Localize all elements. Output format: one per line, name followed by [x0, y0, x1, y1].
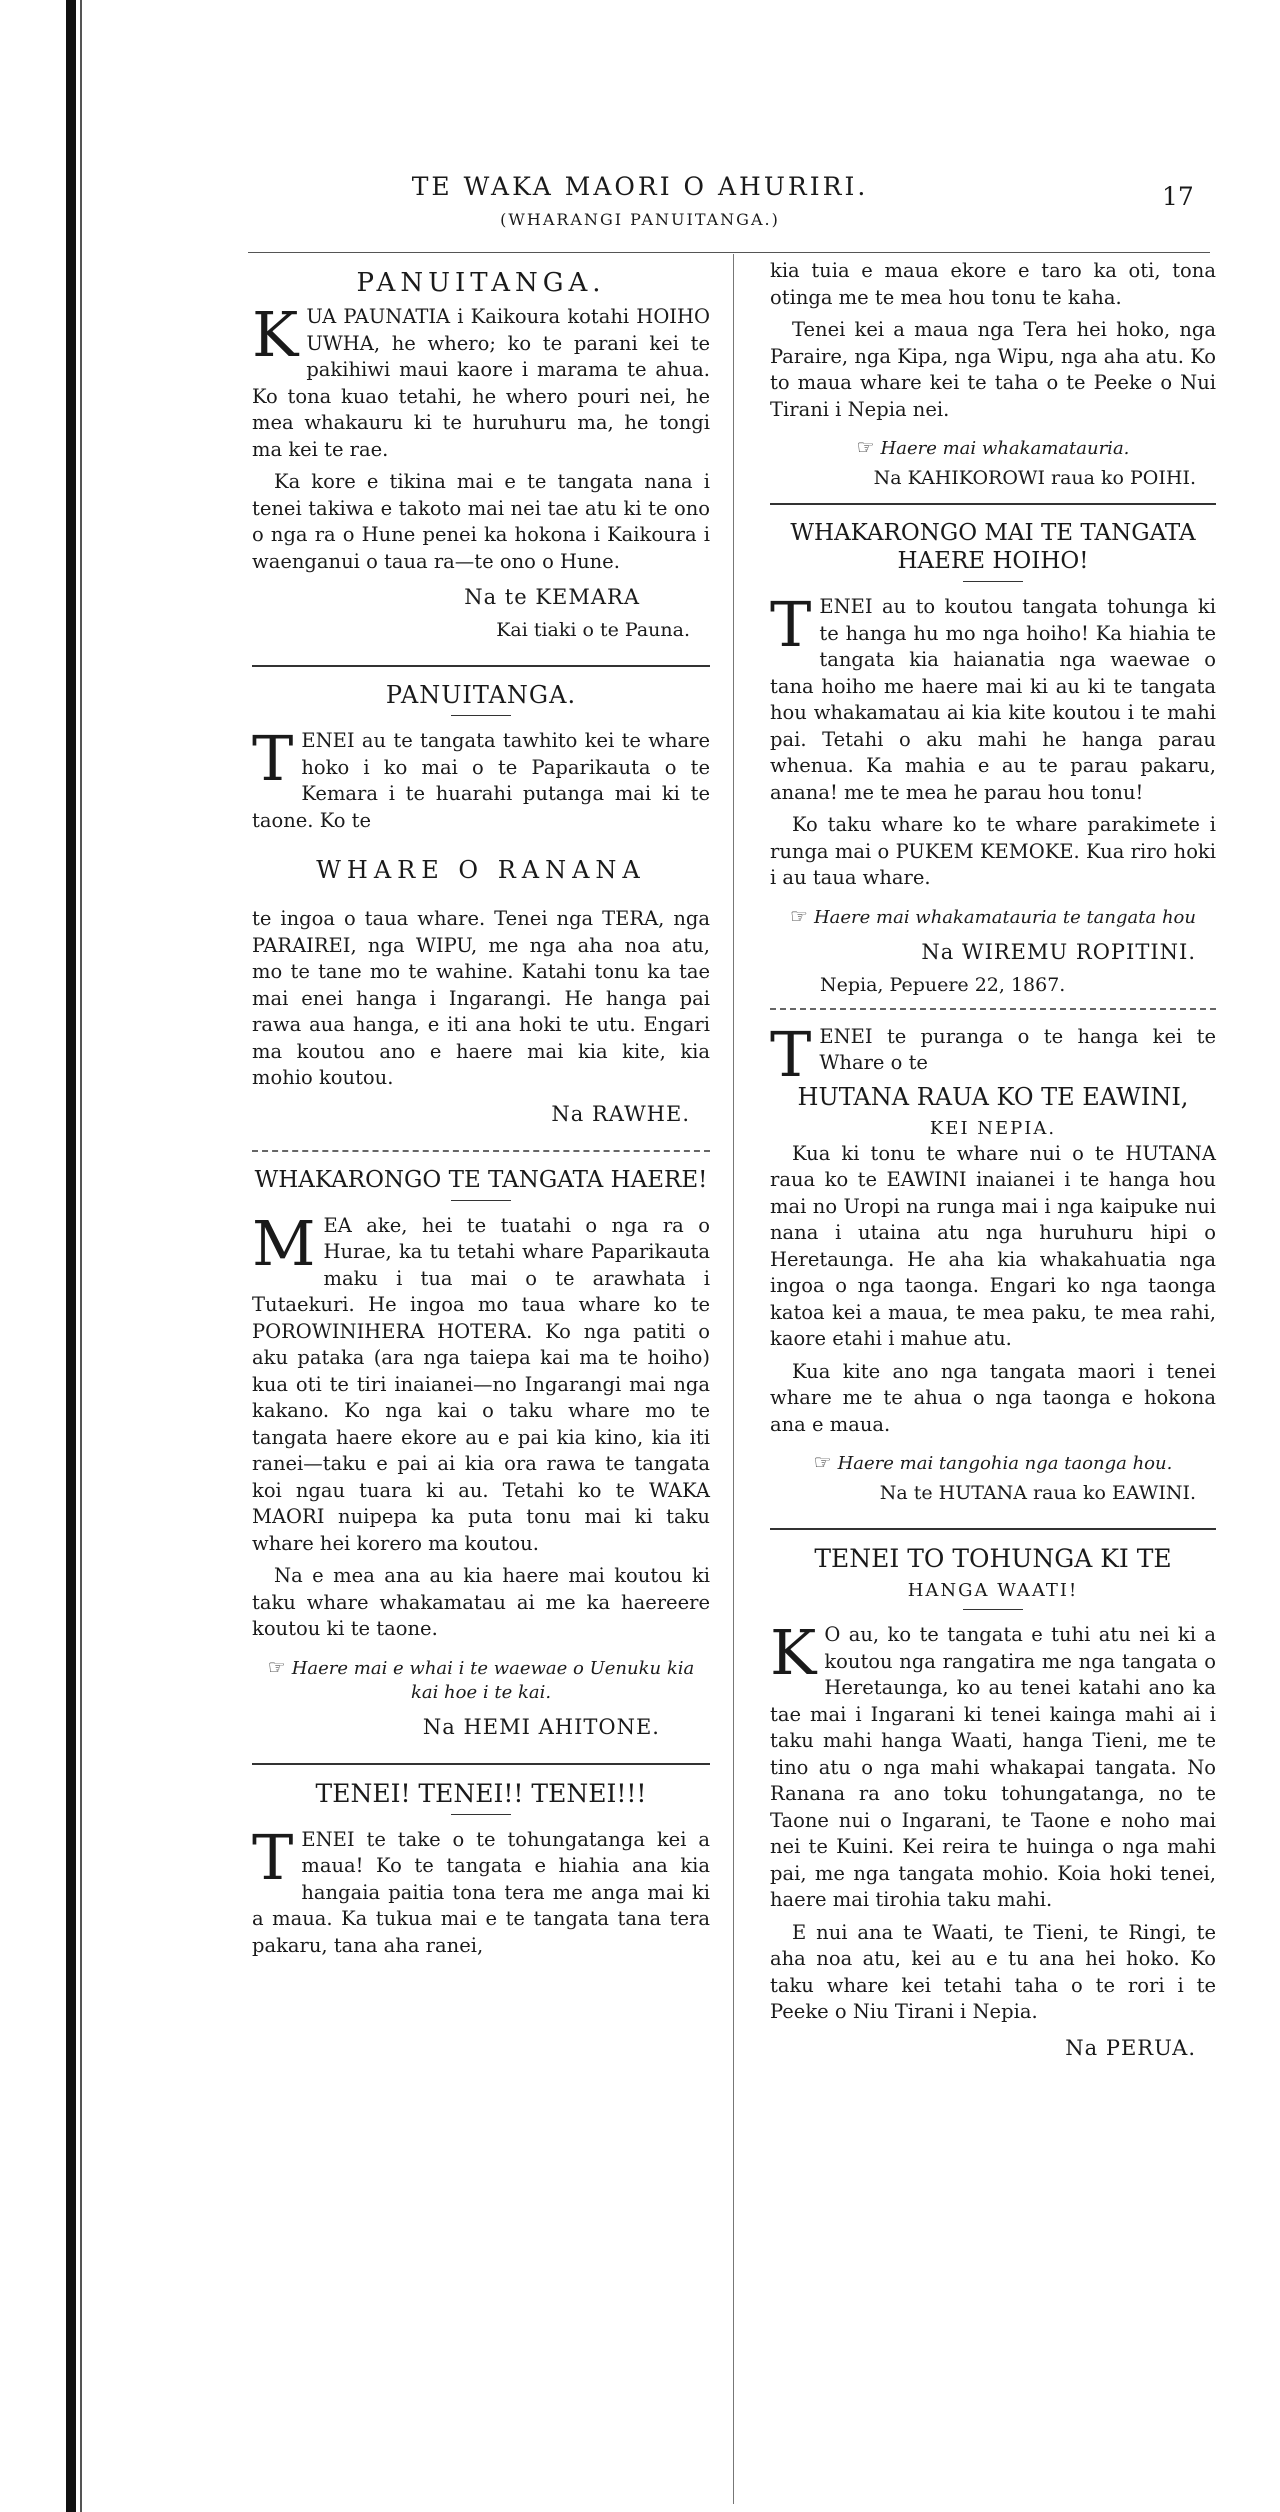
drop-cap: K [770, 1616, 817, 1689]
notice-paragraph: Tenei kei a maua nga Tera hei hoko, nga Paraire, nga Kipa, nga Wipu, nga aha atu. Ko to maua whare kei te taha o te Peeke o Nui Tirani i Nepia nei. [770, 318, 1216, 421]
drop-cap: T [770, 1017, 812, 1091]
notice-paragraph: TENEI au te tangata tawhito kei te whare hoko i ko mai o te Paparikauta o te Kemara i te huarahi putanga mai ki te taone. Ko te [252, 722, 710, 832]
page-section-subtitle: (WHARANGI PANUITANGA.) [500, 210, 780, 229]
signature-name: Na HEMI AHITONE. [422, 1714, 660, 1739]
right-column [770, 258, 1216, 2068]
notice-waati [770, 1544, 1216, 2062]
notice-paragraph: Ka kore e tikina mai e te tangata nana i tenei takiwa e takoto mai nei tae atu ki te ono o nga ra o Hune penei ka hokona i Kaikoura i waenganui o taua ra—te ono o Hune. [252, 470, 710, 573]
section-separator [252, 665, 710, 667]
italic-note: ☞ Haere mai whakamatauria te tangata hou [790, 903, 1196, 928]
binding-edge [66, 0, 76, 2512]
header-rule [248, 252, 1210, 253]
notice-paragraph: Kua kite ano nga tangata maori i tenei whare me te ahua o nga taonga e hokona ana e maua. [770, 1359, 1216, 1436]
notice-paragraph: Ko taku whare ko te whare parakimete i runga mai o PUKEM KEMOKE. Kua riro hoki i au taua whare. [770, 813, 1216, 889]
drop-cap: T [252, 1820, 294, 1894]
signature-date: Nepia, Pepuere 22, 1867. [820, 973, 1066, 996]
notice-paragraph: K O au, ko te tangata e tuhi atu nei ki a koutou nga rangatira me nga tangata o Heretaunga, ko au tenei katahi ano ka tae mai i Ingarani ki tenei kainga mahi ai i taku mahi hanga Waati, hanga Tieni, me te tino atu o nga mahi whakapai tangata. No Ranana ra ano toku tohungatanga, no te Taone nui o Ingarani, te Taone e noho mai nei te Kuini. Kei reira te huinga o nga mahi pai, me nga tangata mohio. Koia hoki tenei, haere mai tirohia taku mahi. [770, 1616, 1216, 1911]
notice-paragraph: Na e mea ana au kia haere mai koutou ki taku whare whakamatau ai me ka haereere koutou ki te taone. [252, 1564, 710, 1640]
notice-panuitanga-kemara [252, 268, 710, 643]
signature-name: Na PERUA. [1065, 2035, 1196, 2060]
notice-paragraph: E nui ana te Waati, te Tieni, te Ringi, te aha noa atu, kei au e tu ana hei hoko. Ko taku whare kei tetahi taha o te rori i te Peeke o Niu Tirani i Nepia. [770, 1920, 1216, 2023]
notice-paragraph: TENEI au to koutou tangata tohunga ki te hanga hu mo nga hoiho! Ka hiahia te tangata kia haianatia nga waewae o tana hoiho me haere mai ki au ki te tangata hou whakamatau ai kia kite koutou i te mahi pai. Tetahi o aku mahi he hanga parau whenua. Ka mahia e au te parau pakaru, anana! me te mea he parau hou tonu! [770, 588, 1216, 804]
italic-note: ☞ Haere mai whakamatauria. [856, 435, 1130, 459]
notice-paragraph: te ingoa o taua whare. Tenei nga TERA, nga PARAIREI, nga WIPU, me nga aha noa atu, mo te tane mo te wahine. Katahi tonu ka tae mai enei hanga i Ingarangi. He hanga pai rawa aua hanga, e iti ana hoki te utu. Engari ma koutou ano e haere mai kia kite, kia mohio koutou. [252, 907, 710, 1089]
title-rule [963, 1609, 1023, 1610]
signature-title: Kai tiaki o te Pauna. [496, 619, 690, 641]
italic-note: ☞ Haere mai e whai i te waewae o Uenuku kia kai hoe i te kai. [267, 1654, 695, 1703]
section-title: WHAKARONGO TE TANGATA HAERE! [254, 1166, 708, 1193]
section-separator [770, 1528, 1216, 1530]
newspaper-title: TE WAKA MAORI O AHURIRI. [411, 172, 869, 201]
left-column [252, 258, 710, 1965]
notice-hutana-eawini [770, 1017, 1216, 1507]
notice-panuitanga-rawhe [252, 681, 710, 1128]
shop-name-heading: WHARE O RANANA [316, 856, 646, 884]
notice-paragraph: kia tuia e maua ekore e taro ka oti, tona otinga me te mea hou tonu te kaha. [770, 259, 1216, 309]
notice-paragraph: KUA PAUNATIA i Kaikoura kotahi HOIHO UWHA, he whero; ko te parani kei te pakihiwi maui kaore i marama te ahua. Ko tona kuao tetahi, he whero pouri nei, he mea whakauru ki te huruhuru ma, he tongi ma kei te rae. [252, 298, 710, 461]
section-title: WHAKARONGO MAI TE TANGATA HAERE HOIHO! [790, 520, 1196, 574]
section-title: TENEI! TENEI!! TENEI!!! [315, 1778, 647, 1808]
signature-name: Na KAHIKOROWI raua ko POIHI. [873, 467, 1196, 489]
column-rule [733, 254, 734, 2504]
section-separator [770, 503, 1216, 505]
notice-continuation [770, 258, 1216, 491]
section-separator [252, 1763, 710, 1765]
section-title: PANUITANGA. [356, 268, 606, 298]
notice-paragraph: MEA ake, hei te tuatahi o nga ra o Hurae, ka tu tetahi whare Paparikauta maku i tua mai o te arawhata i Tutaekuri. He ingoa mo taua whare ko te POROWINIHERA HOTERA. Ko nga patiti o aku pataka (ara nga taiepa kai ma te hoiho) kua oti te tiri inaianei—no Ingarangi mai nga kakano. Ko nga kai o taku whare mo te tangata haere ekore au e pai kia kino, kia iti ranei—taku e pai ai kia ora rawa te tangata koi ngau tuara ki au. Tetahi ko te WAKA MAORI nuipepa ka puta tonu mai ki taku whare hei korero ma koutou. [252, 1206, 710, 1555]
section-title: HUTANA RAUA KO TE EAWINI, [797, 1082, 1189, 1111]
drop-cap: T [770, 588, 812, 661]
pointing-hand-icon: ☞ [267, 1654, 286, 1679]
section-separator [770, 1008, 1216, 1010]
section-title: PANUITANGA. [385, 681, 577, 709]
notice-hu-hoiho [770, 519, 1216, 998]
notice-paragraph: Kua ki tonu te whare nui o te HUTANA raua ko te EAWINI inaianei i te hanga hou mai no Uropi na runga mai i nga kaipuke nui nana i utaina atu nga huruhuru hipi o Heretaunga. He aha kia whakahuatia nga ingoa o nga taonga. Engari ko nga taonga katoa kei a maua, te mea paku, te mea rahi, kaore etahi i mahue atu. [770, 1141, 1216, 1350]
binding-edge-line [80, 0, 82, 2512]
notice-paragraph: TENEI te take o te tohungatanga kei a maua! Ko te tangata e hiahia ana kia hangaia paitia tona tera me anga mai ki a maua. Ka tukua mai e te tangata tana tera pakaru, tana aha ranei, [252, 1820, 710, 1957]
notice-paragraph: TENEI te puranga o te hanga kei te Whare o te [770, 1017, 1216, 1091]
drop-cap: K [252, 298, 299, 371]
section-title: TENEI TO TOHUNGA KI TE [814, 1544, 1172, 1573]
section-subtitle: KEI NEPIA. [929, 1117, 1057, 1139]
page-number: 17 [1162, 182, 1194, 211]
drop-cap: T [252, 722, 294, 795]
drop-cap: M [252, 1206, 316, 1280]
notice-whakarongo-haere [252, 1166, 710, 1741]
title-rule [963, 581, 1023, 582]
pointing-hand-icon: ☞ [813, 1450, 832, 1474]
section-subtitle: HANGA WAATI! [907, 1580, 1079, 1601]
italic-note: ☞ Haere mai tangohia nga taonga hou. [813, 1450, 1173, 1474]
signature-name: Na WIREMU ROPITINI. [921, 939, 1196, 964]
signature-name: Na te KEMARA [464, 585, 640, 609]
section-separator [252, 1150, 710, 1152]
title-rule [451, 715, 511, 716]
pointing-hand-icon: ☞ [856, 435, 875, 459]
title-rule [451, 1814, 511, 1815]
signature-name: Na RAWHE. [551, 1101, 690, 1126]
notice-tenei-tenei [252, 1779, 710, 1960]
title-rule [451, 1200, 511, 1201]
signature-name: Na te HUTANA raua ko EAWINI. [879, 1482, 1196, 1504]
pointing-hand-icon: ☞ [790, 903, 808, 928]
